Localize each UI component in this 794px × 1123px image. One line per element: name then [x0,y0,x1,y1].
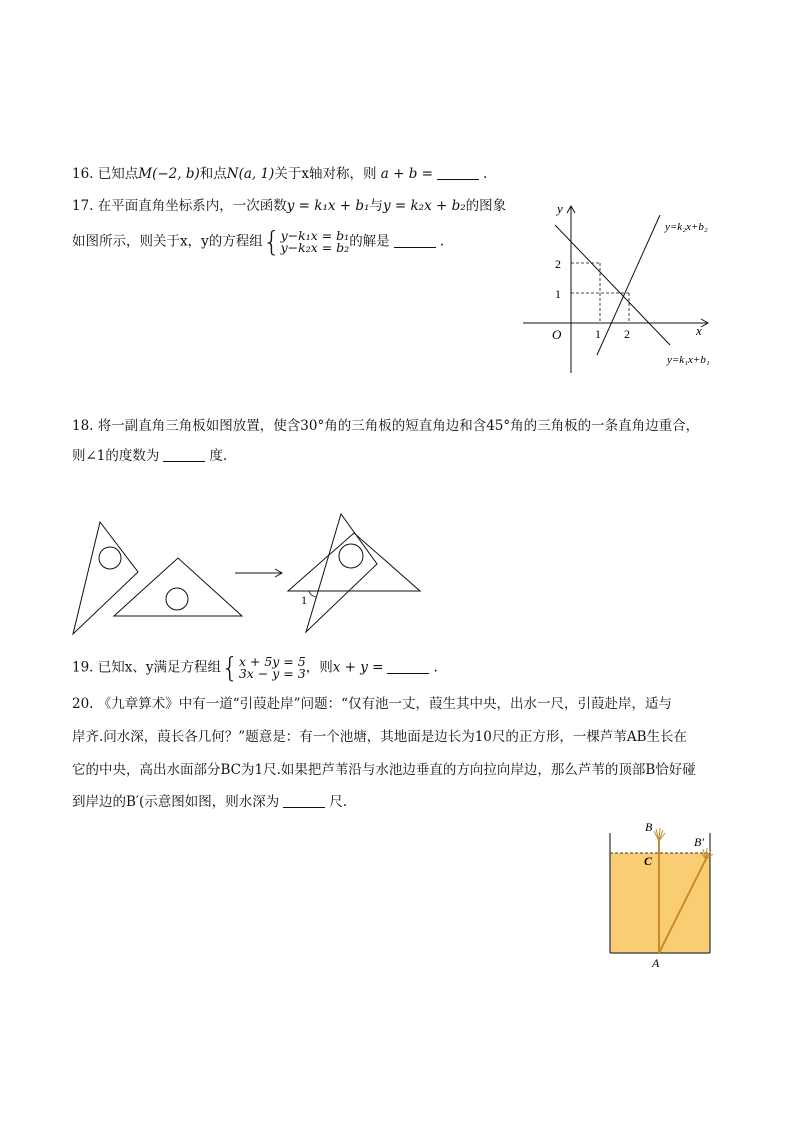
answer-blank[interactable] [387,659,429,674]
tick-y2: 2 [555,257,561,271]
triangle-hole [166,588,188,610]
triangle-30-60 [73,522,138,634]
label-c: C [644,854,653,868]
q20-pond-figure [598,815,728,973]
question-17-line2 [72,225,444,258]
axis-label-y: y [557,201,563,216]
question-19 [72,651,438,684]
q17-text: 如图所示，则关于x，y的方程组 [72,233,263,250]
answer-blank[interactable] [163,447,205,462]
q17-text: 17. 在平面直角坐标系内，一次函数 [72,198,287,214]
question-20-line4 [72,792,347,812]
q17-text: 与 [369,198,383,214]
q17-text: 的解是 [349,233,390,250]
label-line-k1: y=k₁x+b₁ [667,354,710,366]
equation-system [221,651,306,684]
triangle-hole [339,544,363,568]
q18-text: 则∠1的度数为 [72,448,160,464]
angle-1-label: 1 [301,593,307,607]
triangle-hole [99,547,121,569]
q20-text: 到岸边的B′(示意图如图，则水深为 [72,794,280,810]
question-20-line2: 岸齐.问水深，葭长各几何？”题意是：有一个池塘，其地面是边长为10尺的正方形，一棵芦苇AB生长在 [72,729,688,745]
q17-function-graph [515,195,730,380]
answer-blank[interactable] [394,233,436,248]
q19-equation-2: 3x − y = 3 [238,666,306,681]
q17-equation-2: y−k₂x = b₂ [280,240,350,255]
q16-point-n: N(a, 1) [226,166,275,182]
q16-expression: a + b = [380,166,433,182]
combined-triangle-30-60 [306,514,377,632]
label-line-k2: y=k₂x+b₂ [665,221,708,233]
q17-function-2: y = k₂x + b₂ [382,198,466,214]
question-18-line1: 18. 将一副直角三角板如图放置，使含30°角的三角板的短直角边和含45°角的三角板的一条直角边重合， [72,418,700,434]
angle-1-arc [309,591,316,597]
q17-text: 的图象 [465,198,507,214]
q20-text: 尺. [329,794,348,810]
answer-blank[interactable] [437,165,479,180]
q19-equation-1: x + 5y = 5 [238,654,306,669]
q19-text: ，则 [305,659,333,676]
answer-blank[interactable] [283,793,325,808]
q19-expression: x + y = [332,659,384,676]
q17-period: . [439,233,444,250]
q19-text: 19. 已知x、y满足方程组 [72,659,222,676]
q16-text: 和点 [199,166,227,182]
question-20-line1: 20. 《九章算术》中有一道“引葭赴岸”问题：“仅有池一丈，葭生其中央，出水一尺，引葭赴岸，适与 [72,696,672,712]
q18-text: 度. [209,448,228,464]
q16-text: 关于x轴对称，则 [274,166,377,182]
triangle-45 [114,558,242,616]
question-18-line2 [72,446,227,466]
label-a: A [652,956,660,970]
question-17-line1 [72,196,506,216]
brace-symbol: { [221,651,239,684]
tick-y1: 1 [555,287,561,301]
q16-point-m: M(−2, b) [138,166,200,182]
origin-label: O [552,327,562,342]
q17-equation-1: y−k₁x = b₁ [280,228,350,243]
question-16 [72,164,487,184]
label-b-prime: B′ [694,835,704,849]
axis-label-x: x [696,323,702,338]
brace-symbol: { [262,225,281,258]
combined-triangle-45 [288,533,420,591]
question-20-line3: 它的中央，高出水面部分BC为1尺.如果把芦苇沿与水池边垂直的方向拉向岸边，那么芦苇的顶部B恰好碰 [72,762,696,778]
q16-period: . [482,166,488,182]
q19-period: . [433,659,438,676]
equation-system [262,225,350,258]
q18-triangle-figure [70,508,430,640]
tick-x1: 1 [595,327,601,341]
label-b: B [645,820,653,834]
tick-x2: 2 [624,327,630,341]
reed-tuft [654,828,665,841]
q16-text: 16. 已知点 [72,166,139,182]
line-k1 [555,225,670,345]
q17-function-1: y = k₁x + b₁ [286,198,370,214]
